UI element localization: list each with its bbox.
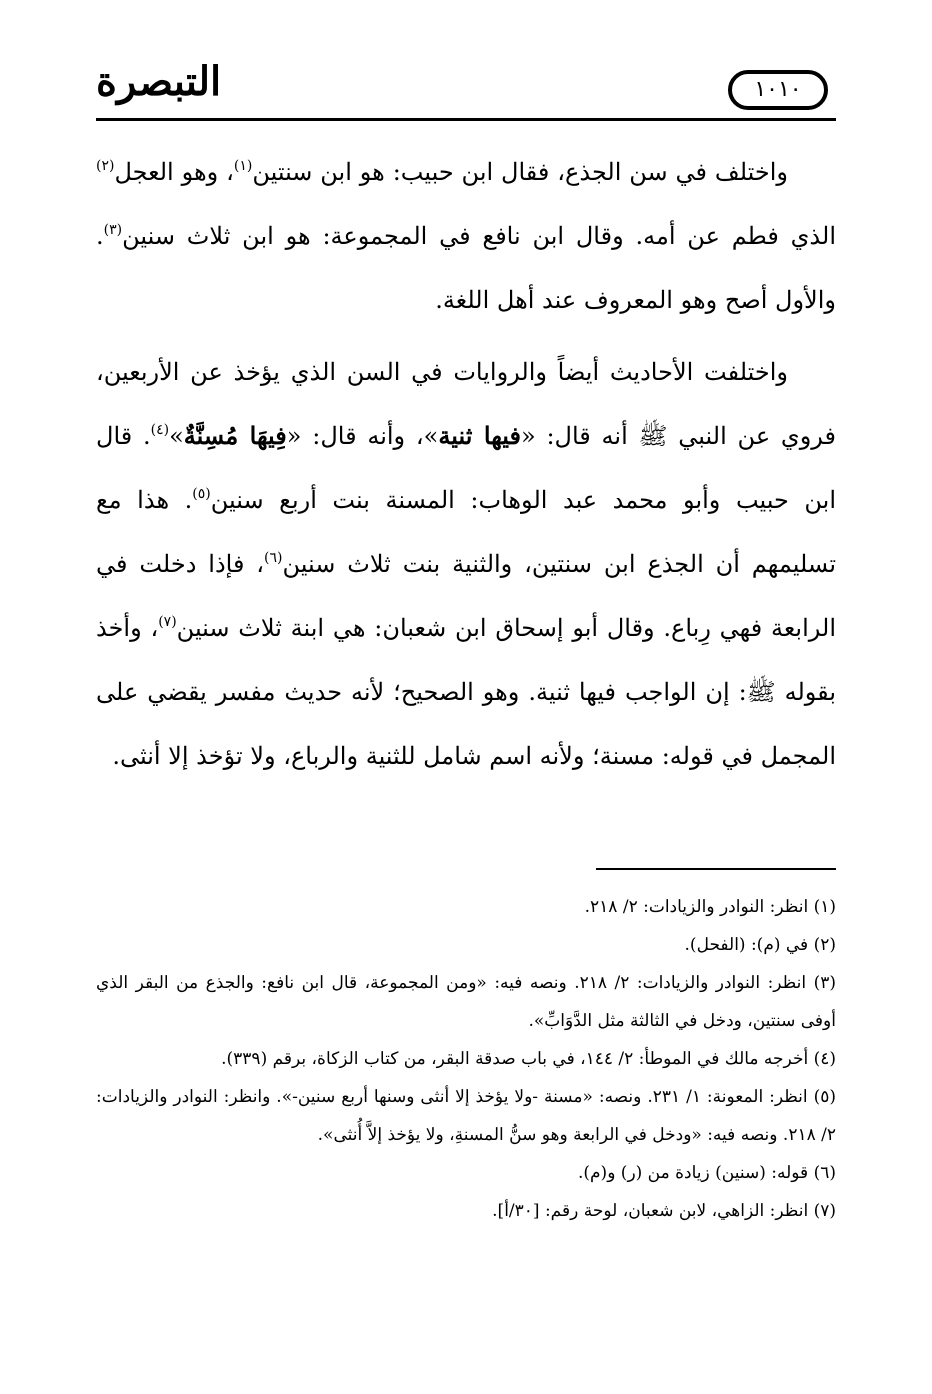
paragraph-1 bbox=[96, 140, 836, 332]
footnote-3: (٣) انظر: النوادر والزيادات: ٢/ ٢١٨. ونصه فيه: «ومن المجموعة، قال ابن نافع: والجذع من البقر الذي أوفى سنتين، ودخل في الثالثة مثل الدَّوَابِّ». bbox=[96, 973, 836, 1031]
footnote-6: (٦) قوله: (سنين) زيادة من (ر) و(م). bbox=[578, 1163, 836, 1183]
footnote-marker: (٦) bbox=[264, 550, 283, 566]
footnote-2: (٢) في (م): (الفحل). bbox=[684, 935, 836, 955]
footnote-4: (٤) أخرجه مالك في الموطأ: ٢/ ١٤٤، في باب صدقة البقر، من كتاب الزكاة، برقم (٣٣٩). bbox=[221, 1049, 836, 1069]
body-text: . هذا مع تسليمهم أن الجذع ابن سنتين، والثنية بنت ثلاث سنين bbox=[96, 486, 836, 578]
footnote-marker: (٢) bbox=[96, 158, 115, 174]
body-text: الذي فطم عن أمه. وقال ابن نافع في المجموعة: هو ابن ثلاث سنين bbox=[122, 222, 836, 250]
paragraph-2 bbox=[96, 340, 836, 788]
footnote-divider bbox=[596, 868, 836, 870]
body-text: » bbox=[169, 422, 184, 450]
footnotes bbox=[96, 888, 836, 1230]
footnote-marker: (١) bbox=[233, 158, 253, 174]
footnote-marker: (٧) bbox=[158, 614, 177, 630]
body-text: . قال ابن حبيب وأبو محمد عبد الوهاب: المسنة بنت أربع سنين bbox=[96, 422, 836, 514]
book-title: التبصرة bbox=[96, 58, 222, 105]
hadith-quote: فِيهَا مُسِنَّةٌ bbox=[183, 421, 287, 450]
page-header bbox=[96, 52, 836, 122]
body-text: »، وأنه قال: « bbox=[286, 422, 439, 450]
body-text: واختلفت الأحاديث أيضاً والروايات في السن الذي يؤخذ عن الأربعين، فروي عن النبي ﷺ أنه قال: « bbox=[96, 358, 837, 450]
body-text: ، فإذا دخلت في الرابعة فهي رِباع. وقال أبو إسحاق ابن شعبان: هي ابنة ثلاث سنين bbox=[96, 550, 836, 642]
page-number-badge: ١٠١٠ bbox=[728, 70, 828, 110]
body-text: ، وأخذ بقوله ﷺ: إن الواجب فيها ثنية. وهو الصحيح؛ لأنه حديث مفسر يقضي على المجمل في قوله: مسنة؛ ولأنه اسم شامل للثنية والرباع، ولا تؤخذ إلا أنثى. bbox=[96, 614, 836, 770]
footnote-7: (٧) انظر: الزاهي، لابن شعبان، لوحة رقم: [٣٠/أ]. bbox=[492, 1201, 836, 1221]
body-text: ، وهو العجل bbox=[114, 158, 234, 186]
hadith-quote: فيها ثنية bbox=[438, 421, 521, 450]
body-text: . والأول أصح وهو المعروف عند أهل اللغة. bbox=[96, 222, 836, 314]
footnote-marker: (٣) bbox=[103, 222, 123, 238]
footnote-1: (١) انظر: النوادر والزيادات: ٢/ ٢١٨. bbox=[584, 897, 836, 917]
body-text: واختلف في سن الجذع، فقال ابن حبيب: هو ابن سنتين bbox=[252, 158, 789, 186]
footnote-marker: (٤) bbox=[150, 422, 170, 438]
footnote-5: (٥) انظر: المعونة: ١/ ٢٣١. ونصه: «مسنة -ولا يؤخذ إلا أنثى وسنها أربع سنين-». وانظر: النوادر والزيادات: ٢/ ٢١٨. ونصه فيه: «ودخل في الرابعة وهو سنُّ المسنةِ، ولا يؤخذ إلاَّ أُنثى». bbox=[96, 1087, 836, 1145]
main-text bbox=[96, 140, 836, 796]
footnote-marker: (٥) bbox=[192, 486, 211, 502]
header-divider bbox=[96, 118, 836, 121]
